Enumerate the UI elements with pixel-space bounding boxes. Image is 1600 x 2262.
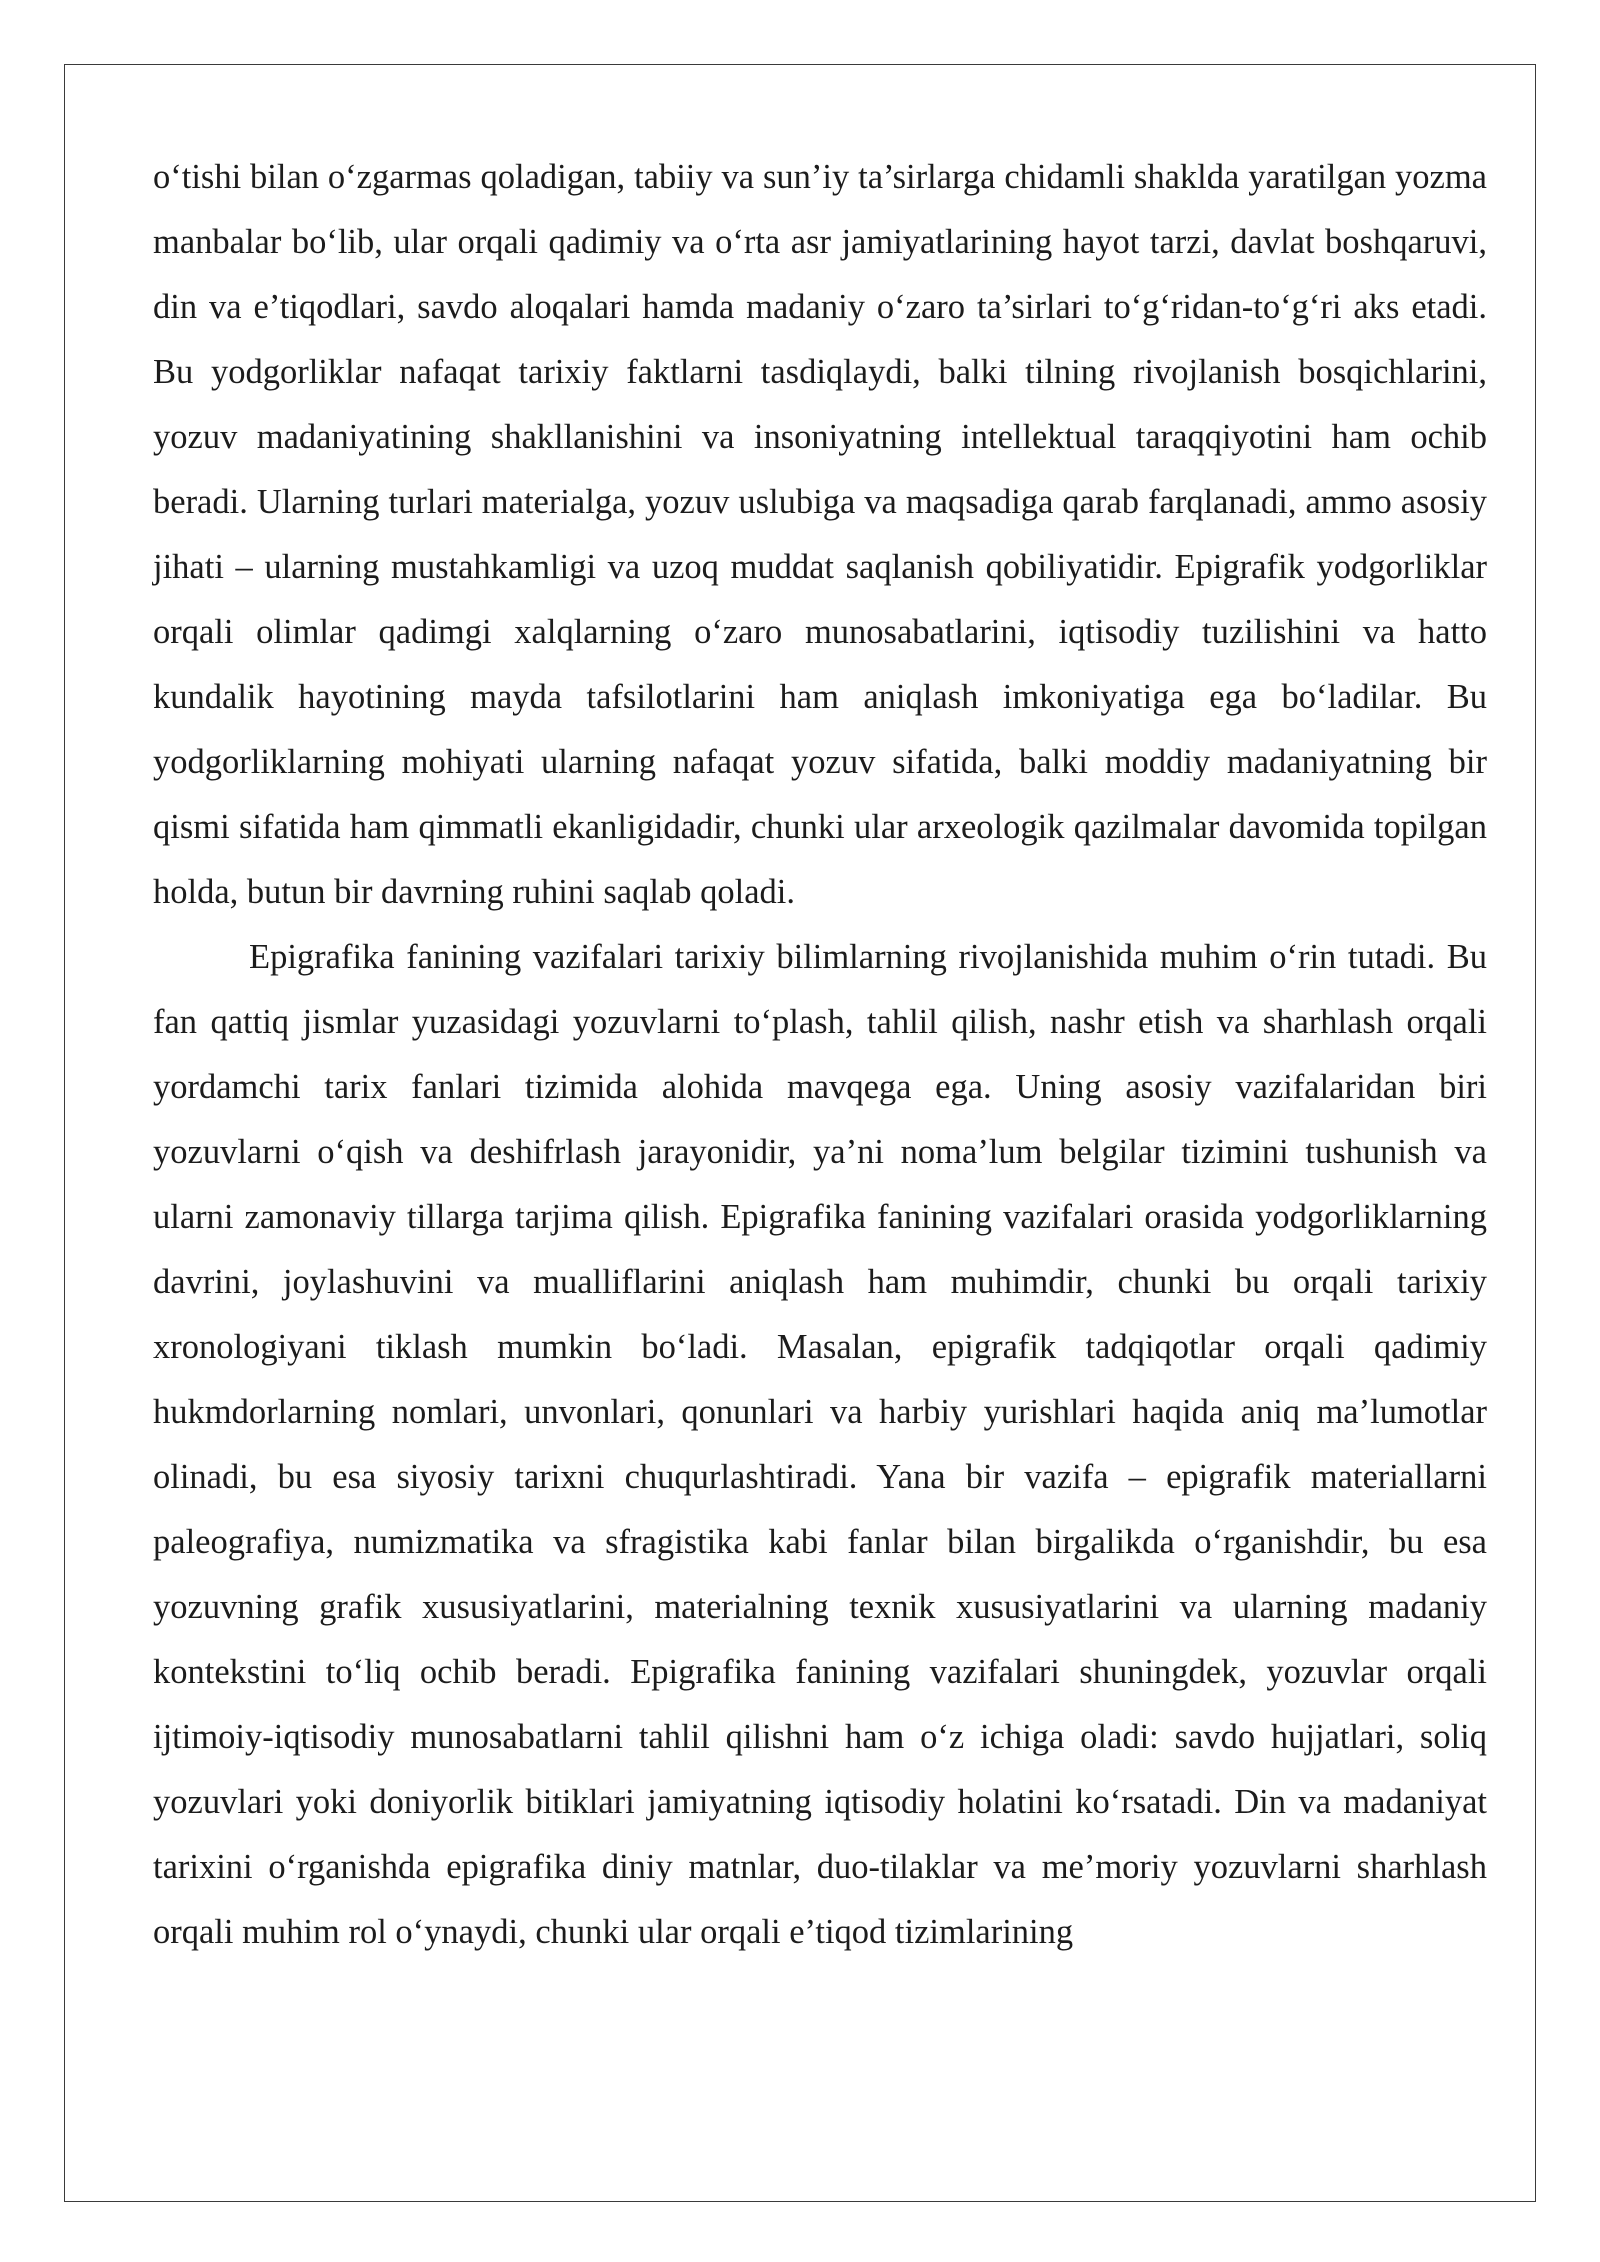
paragraph-continuation: o‘tishi bilan o‘zgarmas qoladigan, tabiiy va sun’iy ta’sirlarga chidamli shaklda yaratilgan yozma manbalar bo‘lib, ular orqali qadimiy va o‘rta asr jamiyatlarining hayot tarzi, davlat boshqaruvi, din va e’tiqodlari, savdo aloqalari hamda madaniy o‘zaro ta’sirlari to‘g‘ridan-to‘g‘ri aks etadi. Bu yodgorliklar nafaqat tarixiy faktlarni tasdiqlaydi, balki tilning rivojlanish bosqichlarini, yozuv madaniyatining shakllanishini va insoniyatning intellektual taraqqiyotini ham ochib beradi. Ularning turlari materialga, yozuv uslubiga va maqsadiga qarab farqlanadi, ammo asosiy jihati – ularning mustahkamligi va uzoq muddat saqlanish qobiliyatidir. Epigrafik yodgorliklar orqali olimlar qadimgi xalqlarning o‘zaro munosabatlarini, iqtisodiy tuzilishini va hatto kundalik hayotining mayda tafsilotlarini ham aniqlash imkoniyatiga ega bo‘ladilar. Bu yodgorliklarning mohiyati ularning nafaqat yozuv sifatida, balki moddiy madaniyatning bir qismi sifatida ham qimmatli ekanligidadir, chunki ular arxeologik qazilmalar davomida topilgan holda, butun bir davrning ruhini saqlab qoladi. xyxy=(153,158,1487,911)
paragraph-epigraphy-tasks: Epigrafika fanining vazifalari tarixiy bilimlarning rivojlanishida muhim o‘rin tutadi. Bu fan qattiq jismlar yuzasidagi yozuvlarni to‘plash, tahlil qilish, nashr etish va sharhlash orqali yordamchi tarix fanlari tizimida alohida mavqega ega. Uning asosiy vazifalaridan biri yozuvlarni o‘qish va deshifrlash jarayonidir, ya’ni noma’lum belgilar tizimini tushunish va ularni zamonaviy tillarga tarjima qilish. Epigrafika fanining vazifalari orasida yodgorliklarning davrini, joylashuvini va mualliflarini aniqlash ham muhimdir, chunki bu orqali tarixiy xronologiyani tiklash mumkin bo‘ladi. Masalan, epigrafik tadqiqotlar orqali qadimiy hukmdorlarning nomlari, unvonlari, qonunlari va harbiy yurishlari haqida aniq ma’lumotlar olinadi, bu esa siyosiy tarixni chuqurlashtiradi. Yana bir vazifa – epigrafik materiallarni paleografiya, numizmatika va sfragistika kabi fanlar bilan birgalikda o‘rganishdir, bu esa yozuvning grafik xususiyatlarini, materialning texnik xususiyatlarini va ularning madaniy kontekstini to‘liq ochib beradi. Epigrafika fanining vazifalari shuningdek, yozuvlar orqali ijtimoiy-iqtisodiy munosabatlarni tahlil qilishni ham o‘z ichiga oladi: savdo hujjatlari, soliq yozuvlari yoki doniyorlik bitiklari jamiyatning iqtisodiy holatini ko‘rsatadi. Din va madaniyat tarixini o‘rganishda epigrafika diniy matnlar, duo-tilaklar va me’moriy yozuvlarni sharhlash orqali muhim rol o‘ynaydi, chunki ular orqali e’tiqod tizimlarining xyxy=(153,938,1487,1951)
document-body xyxy=(153,145,1487,1965)
